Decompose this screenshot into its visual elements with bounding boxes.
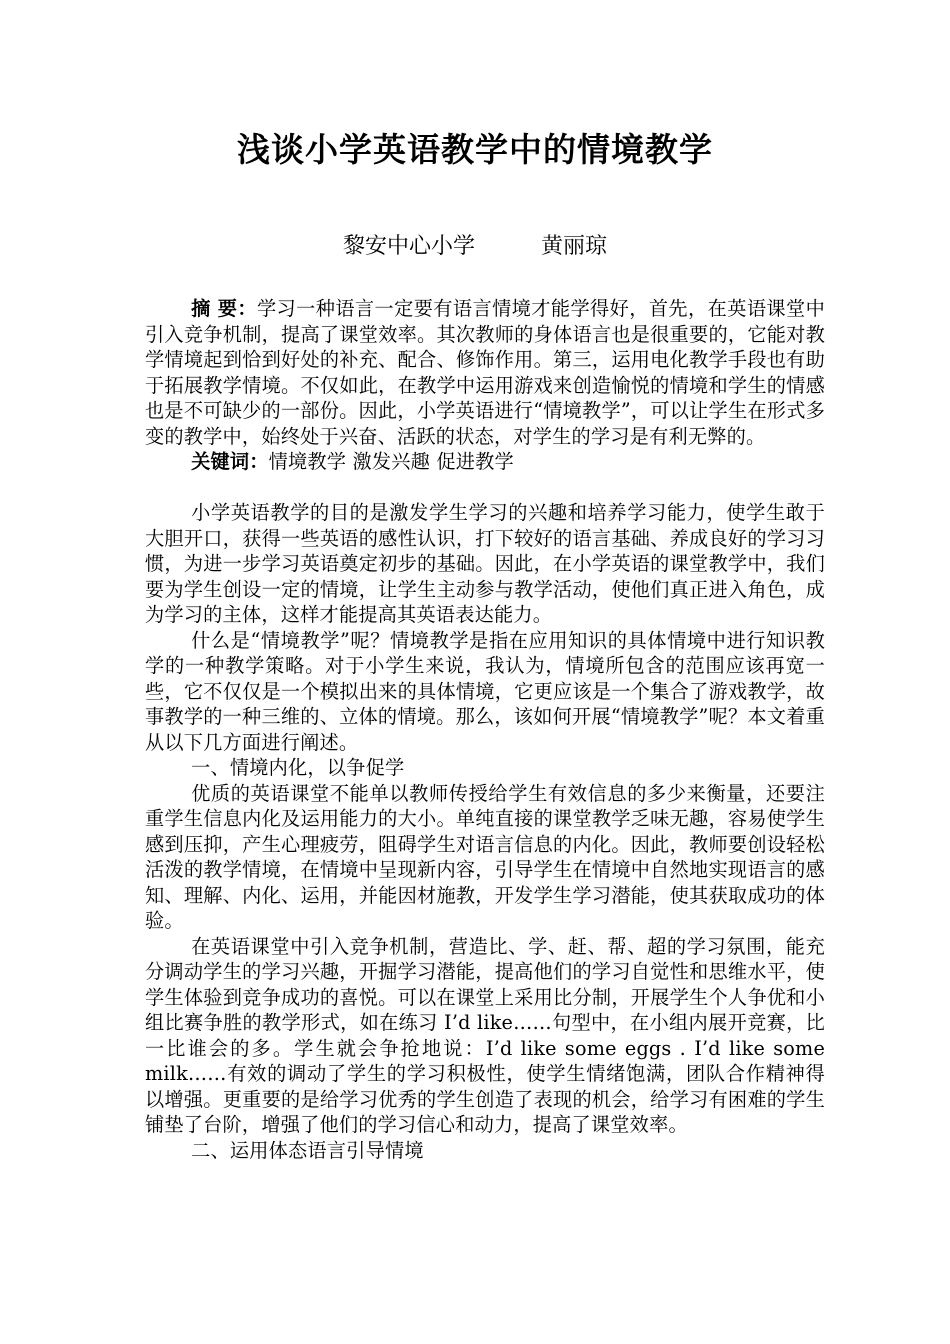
- abstract-paragraph: [145, 296, 825, 449]
- body-paragraph-definition: 什么是“情境教学”呢？情境教学是指在应用知识的具体情境中进行知识教学的一种教学策略。对于小学生来说，我认为，情境所包含的范围应该再宽一些，它不仅仅是一个模拟出来的具体情境，它更应该是一个集合了游戏教学，故事教学的一种三维的、立体的情境。那么，该如何开展“情境教学”呢？本文着重从以下几方面进行阐述。: [145, 628, 825, 754]
- body-paragraph-internalization: 优质的英语课堂不能单以教师传授给学生有效信息的多少来衡量，还要注重学生信息内化及运用能力的大小。单纯直接的课堂教学乏味无趣，容易使学生感到压抑，产生心理疲劳，阻碍学生对语言信息的内化。因此，教师要创设轻松活泼的教学情境，在情境中呈现新内容，引导学生在情境中自然地实现语言的感知、理解、内化、运用，并能因材施教，开发学生学习潜能，使其获取成功的体验。: [145, 781, 825, 932]
- author-name: 黄丽琼: [541, 234, 608, 259]
- author-byline: [0, 232, 950, 262]
- section-heading-1: 一、情境内化，以争促学: [191, 756, 405, 779]
- keywords-paragraph: [145, 449, 825, 475]
- keywords-label: 关键词：: [191, 450, 269, 473]
- document-body: [145, 296, 825, 1163]
- document-title: 浅谈小学英语教学中的情境教学: [237, 130, 713, 169]
- keywords-text: 情境教学 激发兴趣 促进教学: [268, 450, 514, 473]
- author-school: 黎安中心小学: [342, 234, 475, 259]
- body-paragraph-competition: 在英语课堂中引入竞争机制，营造比、学、赶、帮、超的学习氛围，能充分调动学生的学习兴趣，开掘学习潜能，提高他们的学习自觉性和思维水平，使学生体验到竞争成功的喜悦。可以在课堂上采用比分制，开展学生个人争优和小组比赛争胜的教学形式，如在练习 I’d like……句型中，在小组内展开竞赛，比一比谁会的多。学生就会争抢地说：I’d like some eggs . I’d like some milk……有效的调动了学生的学习积极性，使学生情绪饱满，团队合作精神得以增强。更重要的是给学习优秀的学生创造了表现的机会，给学习有困难的学生铺垫了台阶，增强了他们的学习信心和动力，提高了课堂效率。: [145, 934, 825, 1136]
- abstract-label: 摘 要：: [191, 297, 257, 320]
- body-paragraph-intro: 小学英语教学的目的是激发学生学习的兴趣和培养学习能力，使学生敢于大胆开口，获得一些英语的感性认识，打下较好的语言基础、养成良好的学习习惯，为进一步学习英语奠定初步的基础。因此，在小学英语的课堂教学中，我们要为学生创设一定的情境，让学生主动参与教学活动，使他们真正进入角色，成为学习的主体，这样才能提高其英语表达能力。: [145, 501, 825, 626]
- blank-line: [145, 475, 825, 501]
- section-heading-2: 二、运用体态语言引导情境: [191, 1138, 424, 1162]
- abstract-text: 学习一种语言一定要有语言情境才能学得好，首先，在英语课堂中引入竞争机制，提高了课堂效率。其次教师的身体语言也是很重要的，它能对教学情境起到恰到好处的补充、配合、修饰作用。第三，运用电化教学手段也有助于拓展教学情境。不仅如此，在教学中运用游戏来创造愉悦的情境和学生的情感也是不可缺少的一部份。因此，小学英语进行“情境教学”，可以让学生在形式多变的教学中，始终处于兴奋、活跃的状态，对学生的学习是有利无弊的。: [145, 297, 825, 448]
